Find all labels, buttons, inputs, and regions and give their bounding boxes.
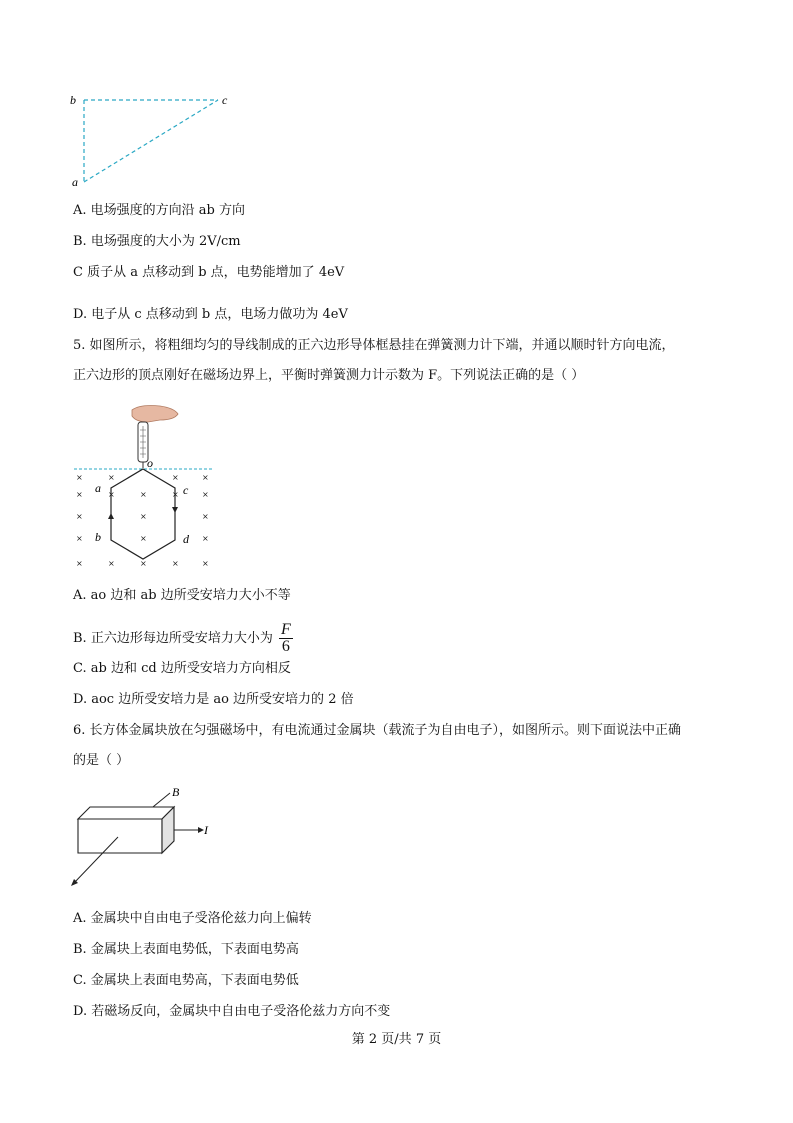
q6-option-d: D. 若磁场反向，金属块中自由电子受洛伦兹力方向不变: [73, 1004, 391, 1019]
hex-label-b: b: [95, 530, 101, 544]
label-B: B: [172, 785, 180, 799]
hexagon-field-figure: [70, 400, 220, 575]
fraction-numerator: F: [280, 621, 291, 638]
hex-label-a: a: [95, 481, 101, 495]
svg-text:×: ×: [202, 473, 209, 482]
q5-stem-line2: 正六边形的顶点刚好在磁场边界上，平衡时弹簧测力计示数为 F。下列说法正确的是（ ）: [73, 368, 585, 383]
svg-text:×: ×: [140, 512, 147, 521]
metal-block-figure: [66, 783, 226, 893]
svg-text:×: ×: [172, 490, 179, 499]
hex-label-o: o: [147, 456, 153, 470]
svg-text:×: ×: [108, 559, 115, 568]
svg-text:×: ×: [172, 559, 179, 568]
svg-text:×: ×: [202, 490, 209, 499]
svg-text:×: ×: [76, 559, 83, 568]
svg-text:×: ×: [172, 473, 179, 482]
q5-option-d: D. aoc 边所受安培力是 ao 边所受安培力的 2 倍: [73, 692, 354, 707]
q5-option-c: C. ab 边和 cd 边所受安培力方向相反: [73, 661, 291, 676]
q4-option-b: B. 电场强度的大小为 2V/cm: [73, 234, 241, 249]
svg-text:×: ×: [140, 559, 147, 568]
svg-text:×: ×: [202, 512, 209, 521]
q4-option-c: C 质子从 a 点移动到 b 点，电势能增加了 4eV: [73, 265, 345, 280]
q5-option-b-text: B. 正六边形每边所受安培力大小为: [73, 631, 273, 646]
label-a: a: [72, 175, 78, 189]
svg-text:×: ×: [76, 490, 83, 499]
svg-text:×: ×: [76, 512, 83, 521]
q4-option-a: A. 电场强度的方向沿 ab 方向: [73, 203, 245, 218]
fraction-denominator: 6: [281, 638, 290, 655]
page-footer: 第 2 页/共 7 页: [351, 1032, 442, 1047]
fraction-f-over-6: [279, 622, 293, 655]
q6-option-c: C. 金属块上表面电势高，下表面电势低: [73, 973, 299, 988]
svg-text:×: ×: [140, 490, 147, 499]
triangle-figure: [66, 90, 246, 190]
hex-label-d: d: [183, 532, 189, 546]
q5-option-b: [73, 622, 293, 655]
q5-stem-line1: 5. 如图所示，将粗细均匀的导线制成的正六边形导体框悬挂在弹簧测力计下端，并通以顺时针方向电流，: [73, 338, 675, 353]
q6-stem-line1: 6. 长方体金属块放在匀强磁场中，有电流通过金属块（载流子为自由电子），如图所示。则下面说法中正确: [73, 723, 682, 738]
q5-option-a: A. ao 边和 ab 边所受安培力大小不等: [73, 588, 291, 603]
svg-text:×: ×: [202, 559, 209, 568]
svg-text:×: ×: [76, 473, 83, 482]
q6-option-b: B. 金属块上表面电势低，下表面电势高: [73, 942, 299, 957]
svg-text:×: ×: [140, 534, 147, 543]
hex-label-c: c: [183, 483, 189, 497]
svg-text:×: ×: [108, 490, 115, 499]
q6-option-a: A. 金属块中自由电子受洛伦兹力向上偏转: [73, 911, 312, 926]
svg-text:×: ×: [108, 473, 115, 482]
svg-text:×: ×: [202, 534, 209, 543]
q6-stem-line2: 的是（ ）: [73, 753, 130, 768]
svg-text:×: ×: [76, 534, 83, 543]
label-b: b: [70, 93, 76, 107]
q4-option-d: D. 电子从 c 点移动到 b 点，电场力做功为 4eV: [73, 307, 348, 322]
label-I: I: [204, 823, 208, 837]
label-c: c: [222, 93, 228, 107]
